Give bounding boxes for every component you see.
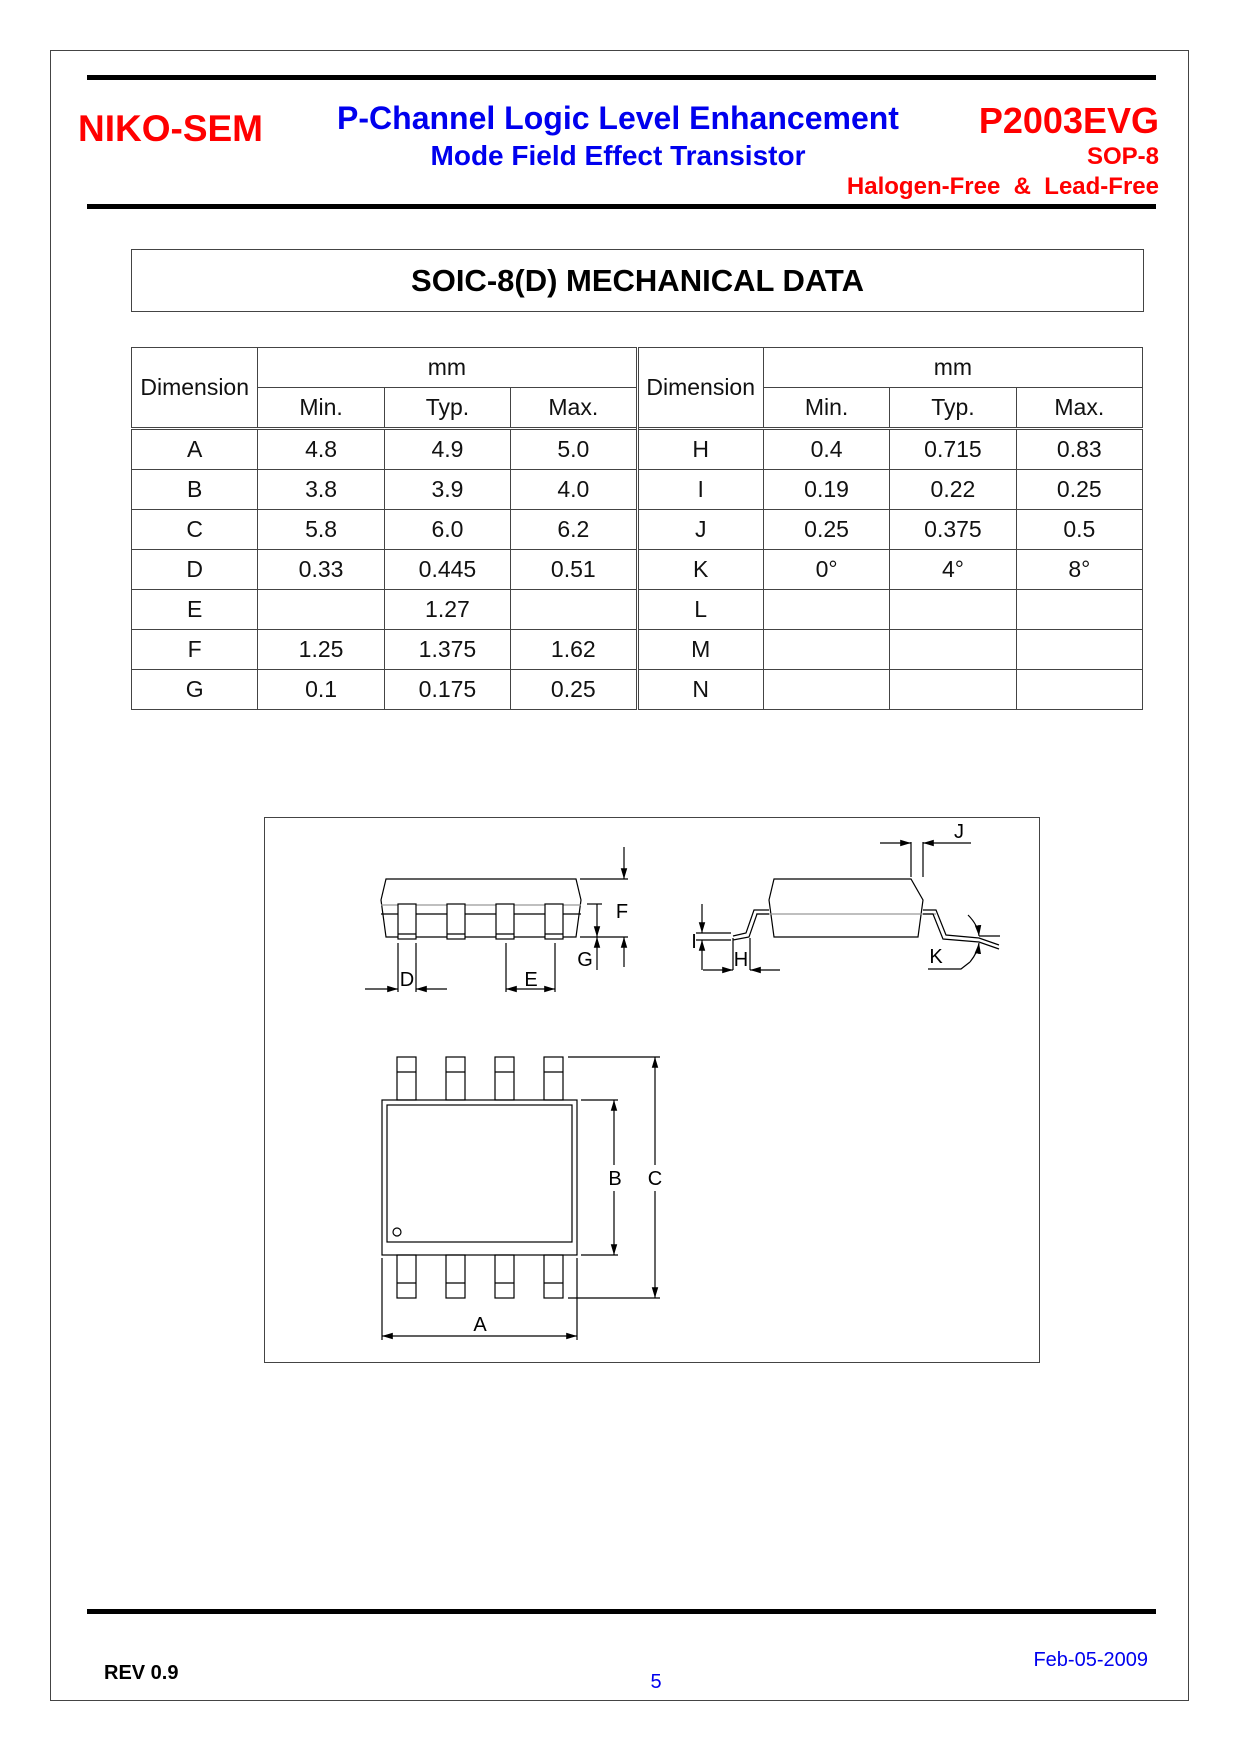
page-number: 5: [650, 1671, 662, 1693]
part-number: P2003EVG: [978, 100, 1159, 141]
section-title: SOIC-8(D) MECHANICAL DATA: [131, 249, 1144, 312]
value-cell: 1.25: [258, 630, 384, 670]
package-type: SOP-8: [1086, 143, 1159, 170]
value-cell: 0.445: [384, 550, 510, 590]
dimension-cell: C: [132, 510, 258, 550]
value-cell: 8°: [1016, 550, 1142, 590]
dimension-cell: B: [132, 470, 258, 510]
dimension-cell: N: [637, 670, 763, 710]
value-cell: 4°: [890, 550, 1016, 590]
col-header-dimension: Dimension: [132, 348, 258, 429]
dimension-cell: H: [637, 429, 763, 470]
lead-pin: [495, 1255, 514, 1298]
value-cell: 1.375: [384, 630, 510, 670]
value-cell: 4.9: [384, 429, 510, 470]
label-G: G: [577, 949, 593, 971]
col-header-min: Min.: [763, 388, 889, 429]
lead-pin: [446, 1057, 465, 1100]
brand-logo: NIKO-SEM: [78, 108, 263, 149]
col-header-typ: Typ.: [890, 388, 1016, 429]
lead-pin: [544, 1255, 563, 1298]
label-H: H: [733, 949, 749, 971]
revision: REV 0.9: [104, 1662, 179, 1684]
dimension-cell: K: [637, 550, 763, 590]
value-cell: 0.25: [1016, 470, 1142, 510]
value-cell: 5.8: [258, 510, 384, 550]
value-cell: 1.27: [384, 590, 510, 630]
lead-pin: [544, 1057, 563, 1100]
value-cell: 3.9: [384, 470, 510, 510]
label-B: B: [608, 1168, 622, 1190]
label-J: J: [954, 821, 964, 843]
label-F: F: [615, 901, 629, 923]
value-cell: 0.22: [890, 470, 1016, 510]
label-E: E: [524, 969, 538, 991]
label-A: A: [473, 1314, 487, 1336]
col-header-unit: mm: [763, 348, 1142, 388]
value-cell: 0.1: [258, 670, 384, 710]
value-cell: 6.2: [511, 510, 637, 550]
lead-pin: [397, 1057, 416, 1100]
value-cell: 1.62: [511, 630, 637, 670]
col-header-max: Max.: [1016, 388, 1142, 429]
value-cell: 5.0: [511, 429, 637, 470]
label-C: C: [647, 1168, 663, 1190]
dimension-cell: G: [132, 670, 258, 710]
value-cell: 0.83: [1016, 429, 1142, 470]
col-header-max: Max.: [511, 388, 637, 429]
value-cell: 0.25: [511, 670, 637, 710]
doc-title-line1: P-Channel Logic Level Enhancement: [337, 100, 899, 136]
dimension-cell: L: [637, 590, 763, 630]
dimension-cell: F: [132, 630, 258, 670]
top-view: [382, 1057, 663, 1340]
label-I: I: [691, 931, 697, 953]
doc-title-line2: Mode Field Effect Transistor: [430, 140, 806, 171]
value-cell: 0°: [763, 550, 889, 590]
value-cell: 0.33: [258, 550, 384, 590]
value-cell: 0.175: [384, 670, 510, 710]
doc-date: Feb-05-2009: [1033, 1649, 1148, 1671]
dimension-cell: I: [637, 470, 763, 510]
value-cell: 0.4: [763, 429, 889, 470]
value-cell: 0.715: [890, 429, 1016, 470]
value-cell: 0.25: [763, 510, 889, 550]
col-header-unit: mm: [258, 348, 637, 388]
label-K: K: [929, 946, 943, 968]
col-header-typ: Typ.: [384, 388, 510, 429]
value-cell: 0.19: [763, 470, 889, 510]
dimension-cell: J: [637, 510, 763, 550]
col-header-dimension: Dimension: [637, 348, 763, 429]
value-cell: 3.8: [258, 470, 384, 510]
value-cell: 0.375: [890, 510, 1016, 550]
lead-pin: [446, 1255, 465, 1298]
value-cell: 4.8: [258, 429, 384, 470]
dimension-cell: E: [132, 590, 258, 630]
value-cell: 0.51: [511, 550, 637, 590]
footer-rule: [87, 1609, 1156, 1614]
lead-pin: [495, 1057, 514, 1100]
value-cell: 0.5: [1016, 510, 1142, 550]
dimension-cell: D: [132, 550, 258, 590]
label-D: D: [399, 969, 415, 991]
value-cell: 6.0: [384, 510, 510, 550]
lead-pin: [397, 1255, 416, 1298]
compliance-text: Halogen-Free & Lead-Free: [846, 173, 1159, 200]
col-header-min: Min.: [258, 388, 384, 429]
dimension-cell: A: [132, 429, 258, 470]
value-cell: 4.0: [511, 470, 637, 510]
dimension-cell: M: [637, 630, 763, 670]
